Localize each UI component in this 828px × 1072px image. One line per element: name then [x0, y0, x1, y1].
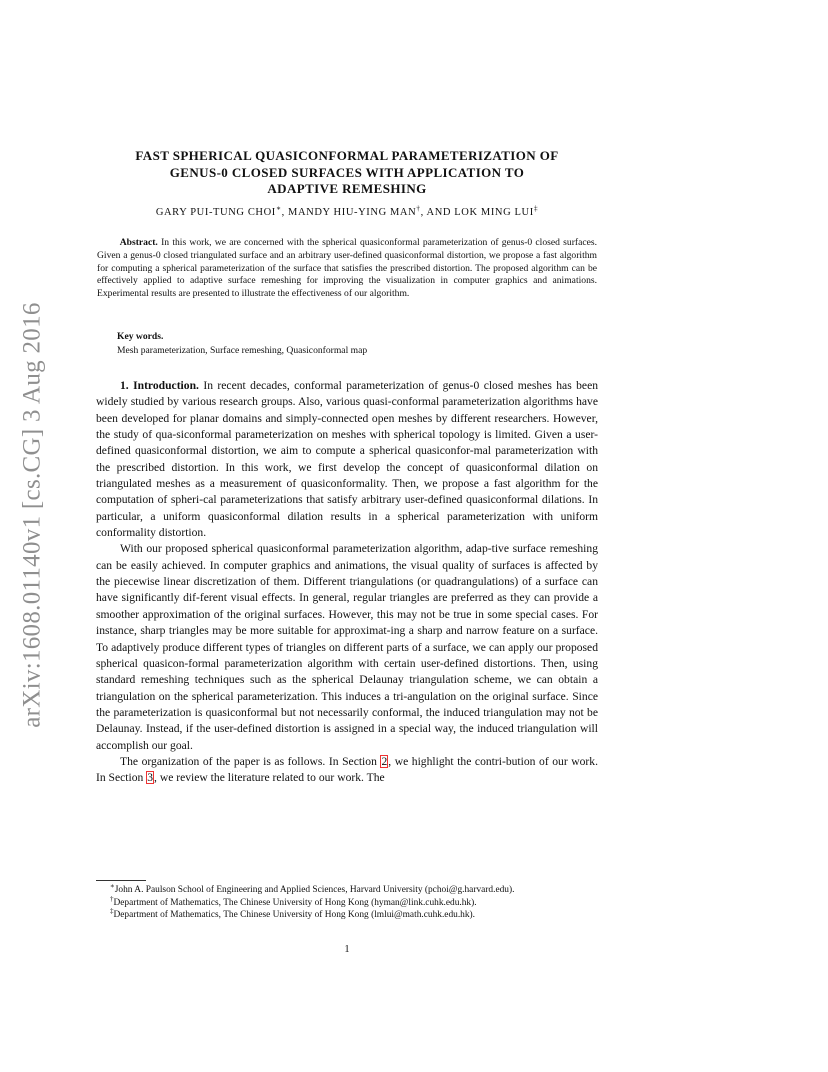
footnote-1-mark: ∗ [110, 881, 115, 890]
author-2: MANDY HIU-YING MAN [288, 207, 417, 218]
keywords-label: Key words. [117, 331, 164, 342]
section-2-link[interactable]: 2 [381, 754, 388, 768]
author-separator: , [281, 207, 289, 218]
footnote-3-mark: ‡ [110, 907, 114, 916]
author-2-footnote-mark[interactable]: † [416, 203, 421, 213]
keywords-text: Mesh parameterization, Surface remeshing, Quasiconformal map [117, 344, 368, 356]
intro-paragraph-3-text-a: The organization of the paper is as follows. In Section [120, 754, 381, 768]
abstract-text: In this work, we are concerned with the spherical quasiconformal parameterization of genus-0 closed surfaces. Given a genus-0 closed triangulated surface and an arbitrary user-defined quasiconformal distortion, we propose a fast algorithm for computing a spherical parameterization of the surface that satisfies the prescribed distortion. The proposed algorithm can be effectively applied to adaptive surface remeshing for improving the visualization in computer graphics and animations. Experimental results are presented to illustrate the effectiveness of our algorithm. [97, 237, 598, 299]
intro-paragraph-1 [96, 378, 598, 541]
footnote-3 [96, 909, 598, 922]
author-list [96, 203, 598, 218]
section-heading: 1. Introduction. [120, 379, 199, 392]
author-3: LOK MING LUI [454, 207, 534, 218]
author-1: GARY PUI-TUNG CHOI [155, 207, 276, 218]
footnote-2-text: Department of Mathematics, The Chinese University of Hong Kong (hyman@link.cuhk.edu.hk). [113, 897, 477, 908]
abstract-label: Abstract. [119, 237, 158, 248]
author-1-footnote-mark[interactable]: ∗ [275, 203, 282, 213]
keywords [117, 330, 597, 357]
intro-paragraph-3-text-c: , we review the literature related to our work. The [154, 771, 385, 785]
author-separator: , AND [420, 207, 455, 218]
title-line-1: FAST SPHERICAL QUASICONFORMAL PARAMETERIZATION OF [135, 148, 559, 163]
title-line-2: GENUS-0 CLOSED SURFACES WITH APPLICATION TO [169, 164, 525, 180]
introduction-section [96, 378, 598, 787]
footnote-1-text: John A. Paulson School of Engineering and Applied Sciences, Harvard University (pchoi@g.harvard.edu). [114, 885, 515, 895]
author-3-footnote-mark[interactable]: ‡ [533, 203, 539, 213]
footnote-3-text: Department of Mathematics, The Chinese University of Hong Kong (lmlui@math.cuhk.edu.hk). [113, 910, 476, 921]
arxiv-identifier-stamp [6, 285, 60, 745]
footnote-1 [96, 881, 598, 897]
intro-paragraph-3-text-b: , we highlight the contri-bution of our work. In Section [96, 754, 598, 785]
title-line-3: ADAPTIVE REMESHING [267, 181, 427, 196]
paper-title [96, 148, 598, 198]
footnote-2-mark: † [110, 894, 114, 903]
intro-paragraph-2: With our proposed spherical quasiconformal parameterization algorithm, adap-tive surface remeshing can be easily achieved. In computer graphics and animations, the visual quality of surfaces is affected by the piecewise linear discretization of them. Different triangulations (or quadrangulations) of a surface can have significantly dif-ferent visual effects. In general, regular triangles are preferred as they can provide a smoother approximation of the original surfaces. However, this may not be true in some special cases. For instance, sharp triangles may be more suitable for approximat-ing a sharp and narrow feature on a surface. To adaptively produce different types of triangles on different parts of a surface, we can apply our proposed spherical quasicon-formal parameterization algorithm with certain user-defined distortions. Then, using standard remeshing techniques such as the spherical Delaunay triangulation scheme, we can obtain a triangulation on the spherical parameterization. This induces a tri-angulation on the original surface. Since the parameterization is quasiconformal but not necessarily conformal, the induced triangulation may not be Delaunay. Instead, if the user-defined distortion is assigned in a special way, the induced triangulation will accomplish our goal. [96, 542, 598, 752]
abstract [97, 237, 597, 301]
intro-paragraph-1-text: In recent decades, conformal parameterization of genus-0 closed meshes has been widely studied by various research groups. Also, various quasi-conformal parameterization algorithms have been developed for planar domains and simply-connected open meshes by different researchers. However, the study of qua-siconformal parameterization on meshes with spherical topology is limited. Given a user-defined quasiconformal distortion, we aim to compute a spherical quasiconfor-mal parameterization with the prescribed distortion. In this work, we first develop the concept of quasiconformal dilation on triangulated meshes as a measurement of quasiconformality. Then, we propose a fast algorithm for the computation of spheri-cal parameterizations that satisfy arbitrary user-defined quasiconformal dilations. In particular, a uniform quasiconformal dilation results in a spherical parameterization with uniform conformality distortion. [96, 379, 599, 540]
footnote-divider [96, 880, 146, 881]
section-3-link[interactable]: 3 [147, 771, 154, 785]
intro-paragraph-3 [96, 754, 598, 787]
footnote-2 [96, 894, 598, 910]
page-number: 1 [344, 944, 350, 955]
footnotes [96, 881, 598, 922]
arxiv-identifier-text: arXiv:1608.01140v1 [cs.CG] 3 Aug 2016 [19, 302, 47, 728]
